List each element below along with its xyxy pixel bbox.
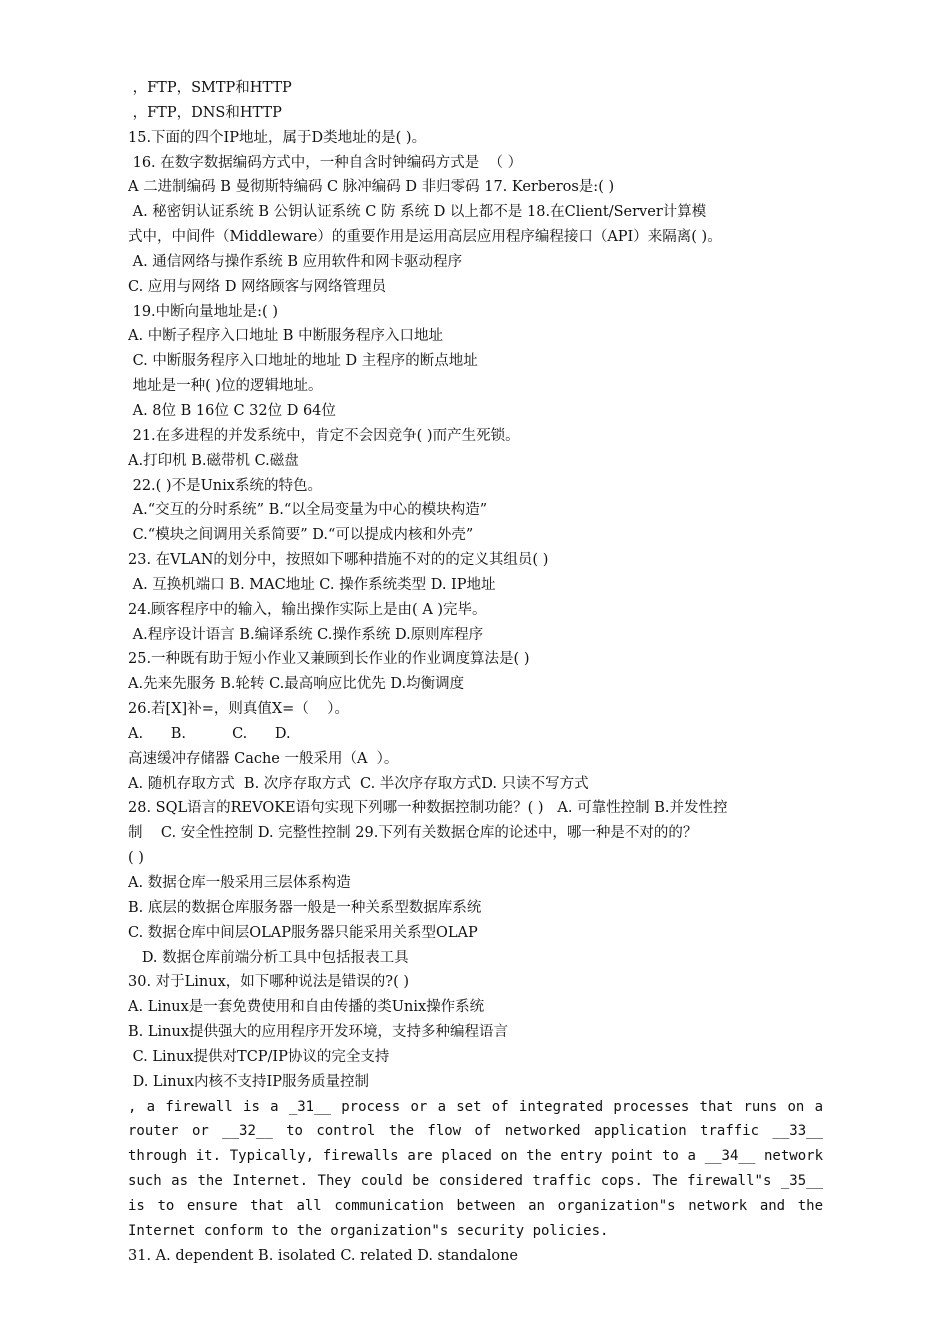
question-22-options-ab: A.“交互的分时系统” B.“以全局变量为中心的模块构造” <box>128 502 488 519</box>
question-20-options: A. 8位 B 16位 C 32位 D 64位 <box>128 402 336 419</box>
text-line: ，FTP，DNS和HTTP <box>128 104 282 121</box>
question-23-options: A. 互换机端口 B. MAC地址 C. 操作系统类型 D. IP地址 <box>128 576 496 593</box>
question-28: 28. SQL语言的REVOKE语句实现下列哪一种数据控制功能？( ) A. 可靠性控制 B.并发性控 <box>128 800 728 817</box>
english-passage-line: through it. Typically, firewalls are placed on the entry point to a __34__ network <box>128 1148 823 1165</box>
question-30: 30. 对于Linux，如下哪种说法是错误的?( ) <box>128 974 409 991</box>
question-29-option-c: C. 数据仓库中间层OLAP服务器只能采用关系型OLAP <box>128 924 478 941</box>
question-24-options: A.程序设计语言 B.编译系统 C.操作系统 D.原则库程序 <box>128 626 484 643</box>
question-25: 25.一种既有助于短小作业又兼顾到长作业的作业调度算法是( ) <box>128 651 530 668</box>
english-passage-line: is to ensure that all communication between an organization"s network and the <box>128 1197 823 1214</box>
question-17-options: A. 秘密钥认证系统 B 公钥认证系统 C 防 系统 D 以上都不是 18.在Client/Server计算模 <box>128 204 707 221</box>
question-31-options: 31. A. dependent B. isolated C. related D. standalone <box>128 1247 519 1264</box>
question-26: 26.若[X]补=，则真值X=（ ）。 <box>128 701 350 718</box>
question-16-options: A 二进制编码 B 曼彻斯特编码 C 脉冲编码 D 非归零码 17. Kerberos是:( ) <box>128 179 615 196</box>
question-29-option-b: B. 底层的数据仓库服务器一般是一种关系型数据库系统 <box>128 899 482 916</box>
question-24: 24.顾客程序中的输入，输出操作实际上是由( A )完毕。 <box>128 601 487 618</box>
question-29-bracket: ( ) <box>128 850 144 867</box>
english-passage-line: Internet conform to the organization"s security policies. <box>128 1222 609 1239</box>
question-18: 式中，中间件（Middleware）的重要作用是运用高层应用程序编程接口（API）来隔离( )。 <box>128 229 722 246</box>
question-16: 16. 在数字数据编码方式中，一种自含时钟编码方式是 （ ） <box>128 154 523 171</box>
question-30-option-b: B. Linux提供强大的应用程序开发环境，支持多种编程语言 <box>128 1024 508 1041</box>
question-20: 地址是一种( )位的逻辑地址。 <box>128 378 323 395</box>
question-21-options: A.打印机 B.磁带机 C.磁盘 <box>128 452 299 469</box>
question-19: 19.中断向量地址是:( ) <box>128 303 278 320</box>
question-19-options-ab: A. 中断子程序入口地址 B 中断服务程序入口地址 <box>128 328 444 345</box>
question-26-options: A. B. C. D. <box>128 725 291 742</box>
question-30-option-c: C. Linux提供对TCP/IP协议的完全支持 <box>128 1048 390 1065</box>
question-21: 21.在多进程的并发系统中，肯定不会因竞争( )而产生死锁。 <box>128 427 520 444</box>
question-27-options: A. 随机存取方式 B. 次序存取方式 C. 半次序存取方式D. 只读不写方式 <box>128 775 589 792</box>
question-30-option-d: D. Linux内核不支持IP服务质量控制 <box>128 1073 370 1090</box>
question-23: 23. 在VLAN的划分中，按照如下哪种措施不对的的定义其组员( ) <box>128 552 549 569</box>
question-19-options-cd: C. 中断服务程序入口地址的地址 D 主程序的断点地址 <box>128 353 478 370</box>
question-18-options-ab: A. 通信网络与操作系统 B 应用软件和网卡驱动程序 <box>128 253 463 270</box>
question-15: 15.下面的四个IP地址，属于D类地址的是( )。 <box>128 129 427 146</box>
english-passage-line: , a firewall is a _31__ process or a set of integrated processes that runs on a <box>128 1098 823 1115</box>
document-page <box>128 76 823 1269</box>
question-29-option-d: D. 数据仓库前端分析工具中包括报表工具 <box>128 949 409 966</box>
question-22-options-cd: C.“模块之间调用关系简要” D.“可以提成内核和外壳” <box>128 527 474 544</box>
english-passage-line: router or __32__ to control the flow of networked application traffic __33__ <box>128 1123 823 1140</box>
question-18-options-cd: C. 应用与网络 D 网络顾客与网络管理员 <box>128 278 387 295</box>
question-29-option-a: A. 数据仓库一般采用三层体系构造 <box>128 875 351 891</box>
question-28-29: 制 C. 安全性控制 D. 完整性控制 29.下列有关数据仓库的论述中，哪一种是不对的的？ <box>128 825 698 842</box>
question-27: 高速缓冲存储器 Cache 一般采用（A ）。 <box>128 750 399 767</box>
question-22: 22.( )不是Unix系统的特色。 <box>128 477 322 494</box>
question-30-option-a: A. Linux是一套免费使用和自由传播的类Unix操作系统 <box>128 999 485 1016</box>
text-line: ，FTP，SMTP和HTTP <box>128 80 292 96</box>
english-passage-line: such as the Internet. They could be considered traffic cops. The firewall"s _35__ <box>128 1173 823 1190</box>
question-25-options: A.先来先服务 B.轮转 C.最高响应比优先 D.均衡调度 <box>128 676 465 693</box>
